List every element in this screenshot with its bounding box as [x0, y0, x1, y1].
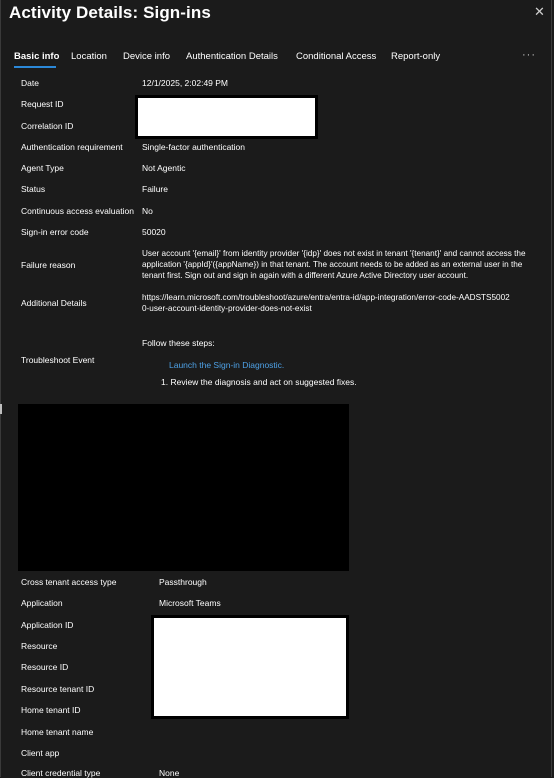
more-options-icon[interactable]: ···: [522, 49, 536, 61]
resource-tenant-id-label: Resource tenant ID: [21, 684, 95, 694]
tab-location[interactable]: Location: [71, 51, 107, 62]
left-edge-marker: [0, 404, 2, 414]
close-icon[interactable]: ✕: [534, 4, 545, 19]
application-value: Microsoft Teams: [159, 598, 221, 608]
redacted-block: [18, 404, 349, 571]
auth-requirement-label: Authentication requirement: [21, 142, 123, 152]
auth-requirement-value: Single-factor authentication: [142, 142, 246, 152]
client-credential-type-value: None: [159, 768, 180, 778]
date-value: 12/1/2025, 2:02:49 PM: [142, 78, 229, 88]
tab-basic-info[interactable]: Basic info: [14, 51, 60, 62]
troubleshoot-intro: Follow these steps:: [142, 338, 215, 348]
status-value: Failure: [142, 184, 168, 194]
failure-reason-value: User account '{email}' from identity provider '{idp}' does not exist in tenant '{tenant}' and cannot access the application '{appId}'({appName}) in that tenant. The account needs to be added as an external user in the tenant first. Sign out and sign in again with a different Azure Active Directory user account.: [142, 249, 526, 280]
cross-tenant-value: Passthrough: [159, 577, 207, 587]
troubleshoot-label: Troubleshoot Event: [21, 355, 95, 365]
troubleshoot-step-1: 1. Review the diagnosis and act on suggested fixes.: [161, 377, 357, 387]
additional-details-label: Additional Details: [21, 298, 87, 308]
resource-label: Resource: [21, 641, 58, 651]
sign-in-diagnostic-link[interactable]: Launch the Sign-in Diagnostic.: [169, 360, 285, 370]
application-id-label: Application ID: [21, 620, 74, 630]
request-id-label: Request ID: [21, 99, 64, 109]
active-tab-indicator: [14, 66, 56, 68]
error-code-value: 50020: [142, 227, 166, 237]
panel-title: Activity Details: Sign-ins: [9, 3, 211, 22]
error-code-label: Sign-in error code: [21, 227, 89, 237]
correlation-id-label: Correlation ID: [21, 121, 74, 131]
client-credential-type-label: Client credential type: [21, 768, 101, 778]
agent-type-label: Agent Type: [21, 163, 64, 173]
home-tenant-name-label: Home tenant name: [21, 727, 94, 737]
client-app-label: Client app: [21, 748, 60, 758]
redacted-block: [135, 95, 318, 139]
failure-reason-label: Failure reason: [21, 260, 76, 270]
cae-label: Continuous access evaluation: [21, 206, 134, 216]
application-label: Application: [21, 598, 63, 608]
home-tenant-id-label: Home tenant ID: [21, 705, 81, 715]
additional-details-value[interactable]: https://learn.microsoft.com/troubleshoot/azure/entra/entra-id/app-integration/error-code-AADSTS50020-user-account-identity-provider-does-not-exist: [142, 293, 510, 313]
status-label: Status: [21, 184, 46, 194]
tab-report-only[interactable]: Report-only: [391, 51, 441, 62]
resource-id-label: Resource ID: [21, 662, 69, 672]
agent-type-value: Not Agentic: [142, 163, 186, 173]
redacted-block: [151, 615, 349, 719]
date-label: Date: [21, 78, 39, 88]
tab-conditional-access[interactable]: Conditional Access: [296, 51, 377, 62]
tab-device-info[interactable]: Device info: [123, 51, 170, 62]
cae-value: No: [142, 206, 153, 216]
cross-tenant-label: Cross tenant access type: [21, 577, 117, 587]
tab-authentication-details[interactable]: Authentication Details: [186, 51, 278, 62]
